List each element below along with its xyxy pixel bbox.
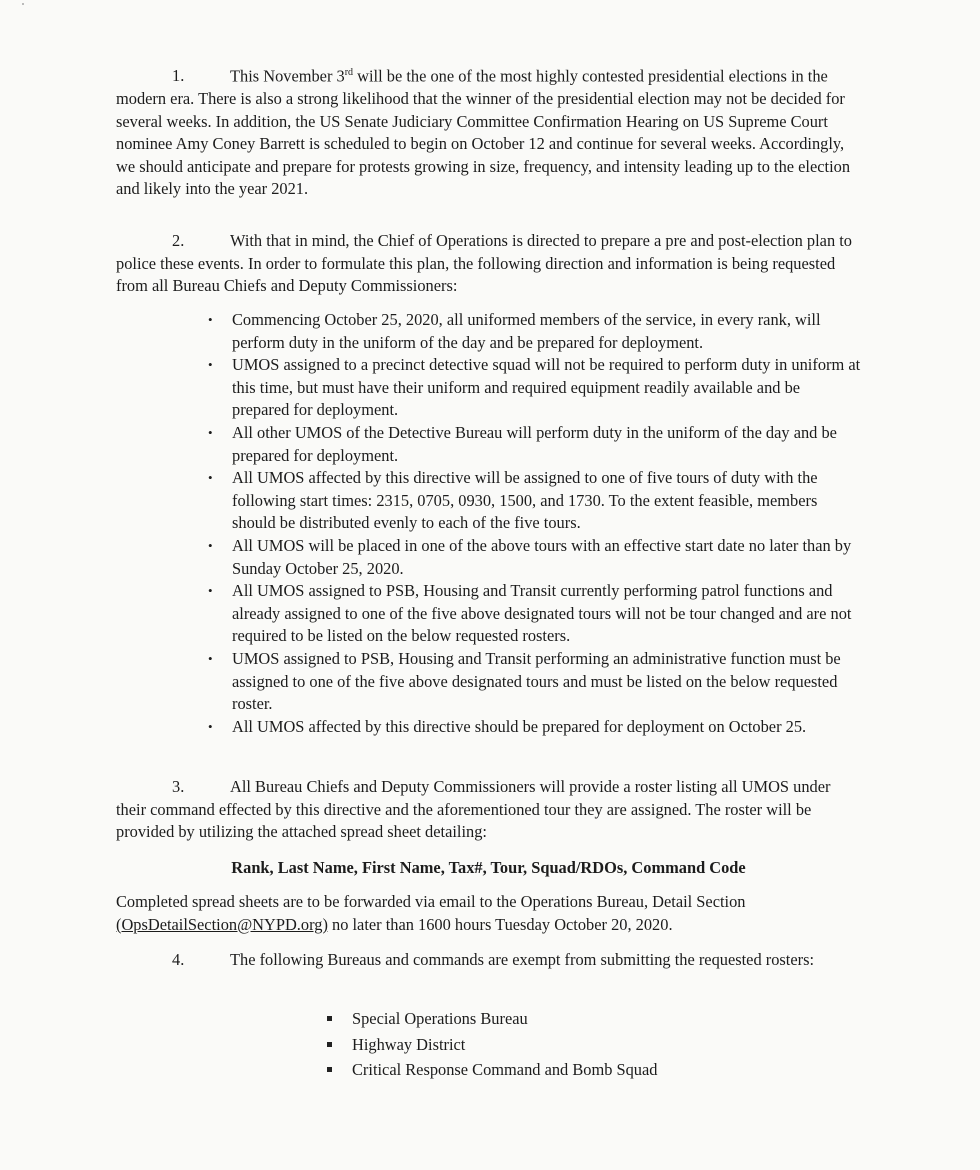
directive-text: All UMOS affected by this directive should be prepared for deployment on October 25. xyxy=(232,716,807,736)
paragraph-3 xyxy=(116,776,861,844)
paragraph-2 xyxy=(116,230,861,298)
paragraph-number: 2. xyxy=(172,231,185,250)
directive-text: UMOS assigned to a precinct detective squad will not be required to perform duty in uniform at this time, but must have their uniform and required equipment readily available and be prepared for deployment. xyxy=(232,355,861,420)
exempt-item xyxy=(324,1034,824,1060)
bullet-icon: • xyxy=(208,583,213,599)
directive-item xyxy=(206,716,861,739)
paragraph-text: With that in mind, the Chief of Operations is directed to prepare a pre and post-election plan to police these events. In order to formulate this plan, the following direction and information is being requested from all Bureau Chiefs and Deputy Commissioners: xyxy=(116,231,852,296)
directive-text: All other UMOS of the Detective Bureau will perform duty in the uniform of the day and be prepared for deployment. xyxy=(232,422,837,465)
scan-speck xyxy=(22,3,24,5)
bullet-icon: • xyxy=(208,537,213,553)
ordinal-suffix: rd xyxy=(344,67,354,78)
bullet-icon: • xyxy=(208,312,213,327)
paragraph-text: This November 3 xyxy=(230,66,345,86)
paragraph-1 xyxy=(116,62,861,201)
directive-item xyxy=(206,354,861,422)
bullet-icon: • xyxy=(208,718,213,734)
directive-item xyxy=(206,467,861,535)
directive-text: Commencing October 25, 2020, all uniformed members of the service, in every rank, will perform duty in the uniform of the day and be prepared for deployment. xyxy=(232,310,821,352)
directive-item xyxy=(206,648,861,716)
directive-text: All UMOS assigned to PSB, Housing and Transit currently performing patrol functions and already assigned to one of the five above designated tours will not be tour changed and are not required to be listed on the below requested rosters. xyxy=(232,581,852,646)
exempt-text: Highway District xyxy=(352,1034,466,1054)
submission-text: no later than 1600 hours Tuesday October 20, 2020. xyxy=(327,914,673,934)
submission-instructions xyxy=(116,891,861,936)
email-link[interactable]: (OpsDetailSection@NYPD.org) xyxy=(116,914,328,934)
square-bullet-icon xyxy=(327,1067,332,1072)
paragraph-4 xyxy=(116,949,861,972)
directive-text: All UMOS affected by this directive will be assigned to one of five tours of duty with the following start times: 2315, 0705, 0930, 1500, and 1730. To the extent feasible, members should be distributed evenly to each of the five tours. xyxy=(232,468,818,533)
bullet-icon: • xyxy=(208,357,213,373)
bullet-icon: • xyxy=(208,470,213,486)
directive-item xyxy=(206,422,861,467)
directive-item xyxy=(206,535,861,580)
square-bullet-icon xyxy=(327,1042,332,1047)
directive-text: UMOS assigned to PSB, Housing and Transit performing an administrative function must be assigned to one of the five above designated tours and must be listed on the below requested roster. xyxy=(232,648,841,714)
paragraph-text: All Bureau Chiefs and Deputy Commissioners will provide a roster listing all UMOS under their command effected by this directive and the aforementioned tour they are assigned. The roster will be provided by utilizing the attached spread sheet detailing: xyxy=(116,777,831,842)
exempt-text: Critical Response Command and Bomb Squad xyxy=(352,1060,658,1079)
exempt-text: Special Operations Bureau xyxy=(352,1009,528,1028)
paragraph-number: 4. xyxy=(172,950,185,969)
square-bullet-icon xyxy=(327,1016,332,1021)
exempt-item xyxy=(324,1008,824,1034)
submission-text: Completed spread sheets are to be forwarded via email to the Operations Bureau, Detail Section xyxy=(116,892,746,911)
exempt-list xyxy=(324,1008,824,1085)
spreadsheet-fields: Rank, Last Name, First Name, Tax#, Tour, Squad/RDOs, Command Code xyxy=(231,858,746,877)
paragraph-number: 1. xyxy=(172,66,185,86)
directive-list xyxy=(206,309,861,738)
directive-item xyxy=(206,309,861,354)
directive-item xyxy=(206,580,861,648)
paragraph-number: 3. xyxy=(172,777,185,796)
bullet-icon: • xyxy=(208,650,213,666)
bullet-icon: • xyxy=(208,424,213,440)
exempt-item xyxy=(324,1059,824,1085)
paragraph-text: The following Bureaus and commands are exempt from submitting the requested rosters: xyxy=(230,950,814,969)
directive-text: All UMOS will be placed in one of the above tours with an effective start date no later than by Sunday October 25, 2020. xyxy=(232,535,852,578)
paragraph-text: will be the one of the most highly contested presidential elections in the modern era. There is also a strong likelihood that the winner of the presidential election may not be decided for several weeks. In addition, the US Senate Judiciary Committee Confirmation Hearing on US Supreme Court nominee Amy Coney Barrett is scheduled to begin on October 12 and continue for several weeks. Accordingly, we should anticipate and prepare for protests growing in size, frequency, and intensity leading up to the election and likely into the year 2021. xyxy=(116,66,851,199)
